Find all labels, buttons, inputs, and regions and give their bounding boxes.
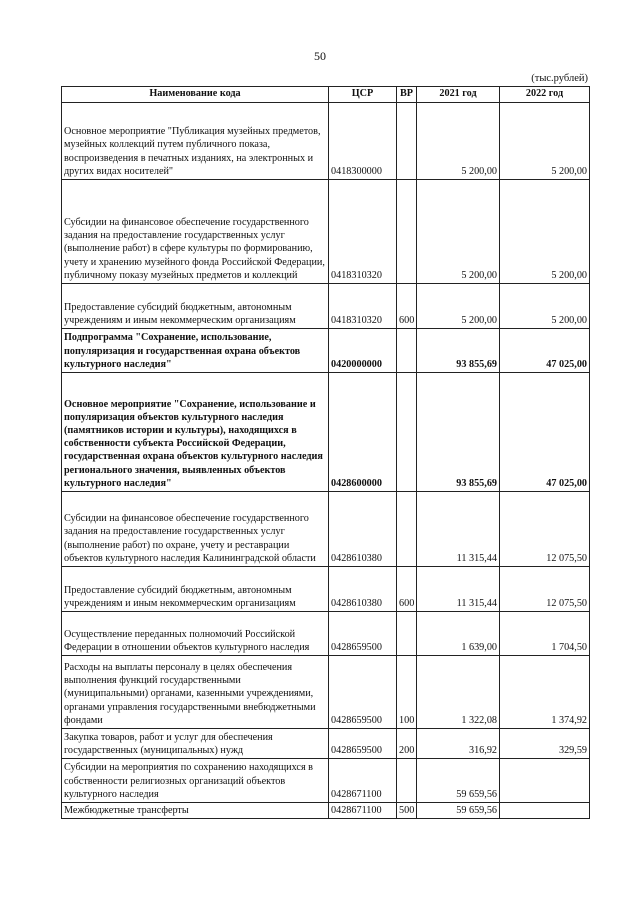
cell-csr: 0428671100 bbox=[329, 803, 397, 819]
cell-name: Осуществление переданных полномочий Российской Федерации в отношении объектов культурного наследия bbox=[62, 612, 329, 656]
table-row bbox=[62, 803, 590, 819]
table-row bbox=[62, 373, 590, 492]
cell-2021: 5 200,00 bbox=[417, 180, 500, 284]
header-2021: 2021 год bbox=[417, 87, 500, 103]
cell-name: Субсидии на финансовое обеспечение государственного задания на предоставление государственных услуг (выполнение работ) по охране, учету и реставрации объектов культурного наследия Калининградской области bbox=[62, 492, 329, 567]
header-vr: ВР bbox=[397, 87, 417, 103]
cell-2022: 12 075,50 bbox=[500, 492, 590, 567]
cell-2022: 5 200,00 bbox=[500, 103, 590, 180]
header-row bbox=[62, 87, 590, 103]
cell-name: Расходы на выплаты персоналу в целях обеспечения выполнения функций государственными (муниципальными) органами, казенными учреждениями, органами управления государственными внебюджетными фондами bbox=[62, 656, 329, 729]
cell-csr: 0418310320 bbox=[329, 284, 397, 329]
cell-2022: 5 200,00 bbox=[500, 284, 590, 329]
cell-csr: 0428659500 bbox=[329, 729, 397, 759]
cell-2021: 5 200,00 bbox=[417, 103, 500, 180]
table-row bbox=[62, 567, 590, 612]
cell-vr: 500 bbox=[397, 803, 417, 819]
cell-2021: 59 659,56 bbox=[417, 759, 500, 803]
cell-vr bbox=[397, 103, 417, 180]
cell-2022: 5 200,00 bbox=[500, 180, 590, 284]
cell-2022: 47 025,00 bbox=[500, 373, 590, 492]
cell-csr: 0428671100 bbox=[329, 759, 397, 803]
header-name: Наименование кода bbox=[62, 87, 329, 103]
cell-vr bbox=[397, 492, 417, 567]
budget-table bbox=[61, 86, 590, 819]
cell-2021: 1 322,08 bbox=[417, 656, 500, 729]
cell-2022: 1 374,92 bbox=[500, 656, 590, 729]
table-row bbox=[62, 759, 590, 803]
cell-2021: 316,92 bbox=[417, 729, 500, 759]
cell-csr: 0428600000 bbox=[329, 373, 397, 492]
page-number: 50 bbox=[314, 49, 326, 63]
table-row bbox=[62, 492, 590, 567]
table-row bbox=[62, 103, 590, 180]
cell-2021: 11 315,44 bbox=[417, 567, 500, 612]
cell-name: Закупка товаров, работ и услуг для обеспечения государственных (муниципальных) нужд bbox=[62, 729, 329, 759]
cell-vr: 200 bbox=[397, 729, 417, 759]
cell-vr: 100 bbox=[397, 656, 417, 729]
cell-2022: 329,59 bbox=[500, 729, 590, 759]
cell-2021: 5 200,00 bbox=[417, 284, 500, 329]
header-csr: ЦСР bbox=[329, 87, 397, 103]
cell-2021: 1 639,00 bbox=[417, 612, 500, 656]
cell-vr bbox=[397, 612, 417, 656]
cell-2021: 93 855,69 bbox=[417, 373, 500, 492]
cell-2022 bbox=[500, 803, 590, 819]
table-row bbox=[62, 180, 590, 284]
cell-vr: 600 bbox=[397, 567, 417, 612]
cell-vr: 600 bbox=[397, 284, 417, 329]
cell-2022: 1 704,50 bbox=[500, 612, 590, 656]
table-row bbox=[62, 656, 590, 729]
cell-name: Межбюджетные трансферты bbox=[62, 803, 329, 819]
cell-vr bbox=[397, 180, 417, 284]
cell-csr: 0420000000 bbox=[329, 329, 397, 373]
units-label: (тыс.рублей) bbox=[531, 73, 588, 84]
cell-csr: 0428610380 bbox=[329, 492, 397, 567]
cell-name: Субсидии на мероприятия по сохранению находящихся в собственности религиозных организаций объектов культурного наследия bbox=[62, 759, 329, 803]
table-row bbox=[62, 729, 590, 759]
cell-csr: 0428659500 bbox=[329, 656, 397, 729]
cell-2022: 47 025,00 bbox=[500, 329, 590, 373]
cell-name: Предоставление субсидий бюджетным, автономным учреждениям и иным некоммерческим организациям bbox=[62, 567, 329, 612]
cell-csr: 0428659500 bbox=[329, 612, 397, 656]
cell-2021: 93 855,69 bbox=[417, 329, 500, 373]
cell-name: Предоставление субсидий бюджетным, автономным учреждениям и иным некоммерческим организациям bbox=[62, 284, 329, 329]
cell-vr bbox=[397, 373, 417, 492]
header-2022: 2022 год bbox=[500, 87, 590, 103]
cell-2022: 12 075,50 bbox=[500, 567, 590, 612]
table-row bbox=[62, 284, 590, 329]
cell-name: Основное мероприятие "Публикация музейных предметов, музейных коллекций путем публичного показа, воспроизведения в печатных изданиях, на электронных и других видах носителей" bbox=[62, 103, 329, 180]
cell-csr: 0418300000 bbox=[329, 103, 397, 180]
table-row bbox=[62, 612, 590, 656]
cell-name: Основное мероприятие "Сохранение, использование и популяризация объектов культурного наследия (памятников истории и культуры), находящихся в собственности субъекта Российской Федерации, государственная охрана объектов культурного наследия регионального значения, выявленных объектов культурного наследия" bbox=[62, 373, 329, 492]
cell-vr bbox=[397, 759, 417, 803]
cell-2022 bbox=[500, 759, 590, 803]
cell-csr: 0428610380 bbox=[329, 567, 397, 612]
cell-name: Субсидии на финансовое обеспечение государственного задания на предоставление государственных услуг (выполнение работ) в сфере культуры по формированию, учету и хранению музейного фонда Российской Федерации, публичному показу музейных предметов и коллекций bbox=[62, 180, 329, 284]
cell-vr bbox=[397, 329, 417, 373]
cell-2021: 11 315,44 bbox=[417, 492, 500, 567]
cell-2021: 59 659,56 bbox=[417, 803, 500, 819]
table-row bbox=[62, 329, 590, 373]
cell-csr: 0418310320 bbox=[329, 180, 397, 284]
cell-name: Подпрограмма "Сохранение, использование, популяризация и государственная охрана объектов культурного наследия" bbox=[62, 329, 329, 373]
